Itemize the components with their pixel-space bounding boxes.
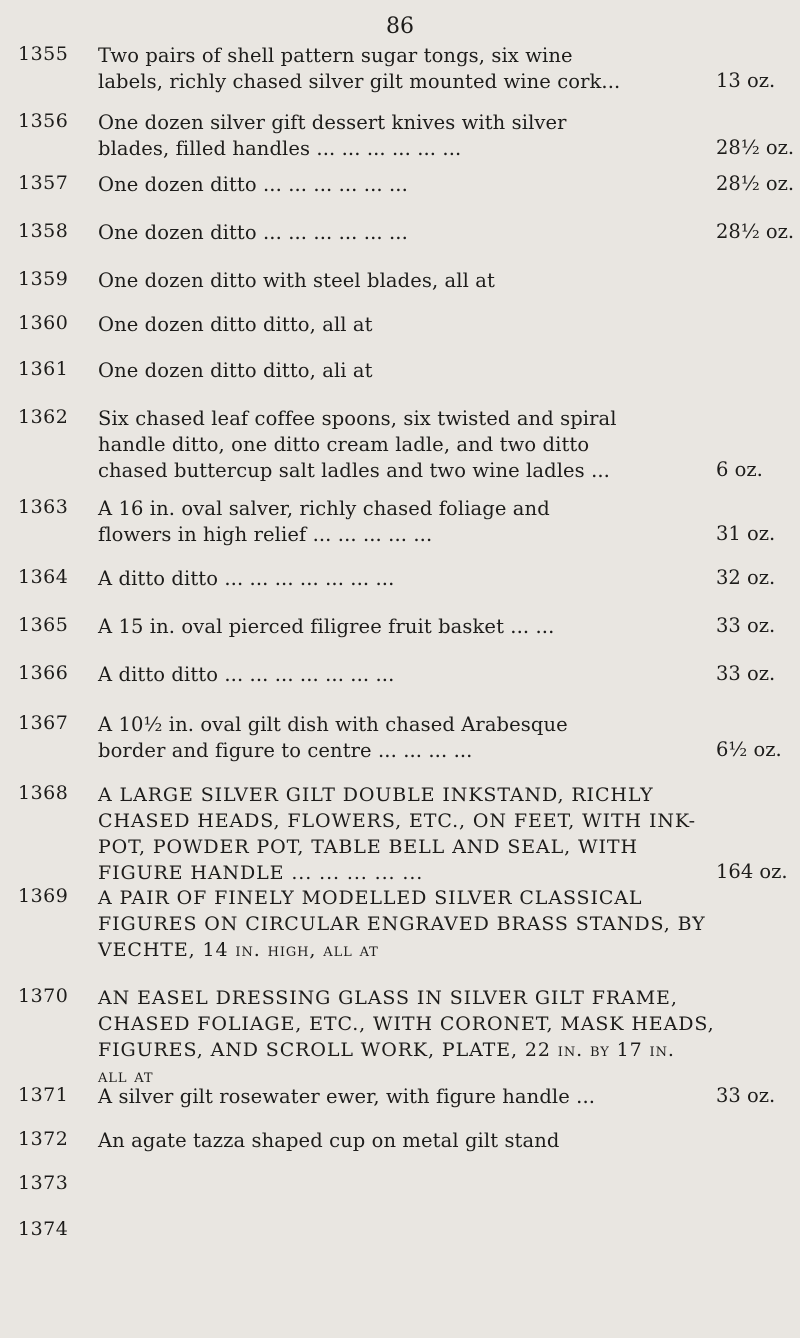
description-line: border and figure to centre ... ... ... ... (98, 739, 473, 762)
lot-weight: 33 oz. (716, 662, 776, 685)
lot-number: 1365 (18, 614, 69, 636)
lot-weight: 32 oz. (716, 566, 776, 589)
lot-description (98, 312, 698, 338)
lot-weight: 6½ oz. (716, 738, 782, 761)
lot-description (98, 614, 698, 640)
lot-description (98, 406, 698, 484)
lot-weight: 28½ oz. (716, 172, 795, 195)
lot-description (98, 1084, 698, 1110)
lot-description (98, 220, 698, 246)
lot-weight: 6 oz. (716, 458, 763, 481)
page-number: 86 (386, 14, 414, 39)
description-line: A 15 in. oval pierced filigree fruit basket ... ... (98, 615, 555, 638)
lot-weight: 28½ oz. (716, 136, 795, 159)
description-line: Two pairs of shell pattern sugar tongs, six wine (98, 44, 573, 67)
description-line: all at (98, 1065, 154, 1087)
lot-number: 1363 (18, 496, 69, 518)
lot-number: 1373 (18, 1172, 69, 1194)
description-line: labels, richly chased silver gilt mounted wine cork... (98, 70, 621, 93)
description-line: One dozen ditto ditto, ali at (98, 359, 373, 382)
lot-number: 1368 (18, 782, 69, 804)
lot-number: 1355 (18, 43, 69, 65)
description-line: FIGURE HANDLE ... ... ... ... ... (98, 862, 424, 884)
lot-number: 1369 (18, 885, 69, 907)
description-line: A PAIR OF FINELY MODELLED SILVER CLASSICAL (98, 887, 643, 909)
lot-description (98, 43, 698, 95)
lot-description (98, 496, 698, 548)
lot-description (98, 782, 698, 886)
description-line: One dozen ditto with steel blades, all at (98, 269, 495, 292)
lot-weight: 28½ oz. (716, 220, 795, 243)
lot-description (98, 662, 698, 688)
lot-weight: 33 oz. (716, 1084, 776, 1107)
lot-number: 1361 (18, 358, 69, 380)
lot-number: 1359 (18, 268, 69, 290)
lot-description (98, 566, 698, 592)
lot-weight: 164 oz. (716, 860, 788, 883)
lot-description (98, 268, 698, 294)
description-line: One dozen ditto ditto, all at (98, 313, 373, 336)
description-line: chased buttercup salt ladles and two wine ladles ... (98, 459, 610, 482)
lot-description (98, 172, 698, 198)
lot-number: 1364 (18, 566, 69, 588)
description-line: A 10½ in. oval gilt dish with chased Arabesque (98, 713, 568, 736)
description-line: AN EASEL DRESSING GLASS IN SILVER GILT FRAME, (98, 987, 678, 1009)
lot-description (98, 1128, 698, 1154)
lot-number: 1372 (18, 1128, 69, 1150)
description-line: flowers in high relief ... ... ... ... ... (98, 523, 433, 546)
description-line: An agate tazza shaped cup on metal gilt stand (98, 1129, 560, 1152)
lot-number: 1371 (18, 1084, 69, 1106)
lot-description (98, 358, 698, 384)
lot-number: 1356 (18, 110, 69, 132)
description-line: handle ditto, one ditto cream ladle, and two ditto (98, 433, 590, 456)
description-line: A silver gilt rosewater ewer, with figure handle ... (98, 1085, 596, 1108)
description-line: blades, filled handles ... ... ... ... ... ... (98, 137, 462, 160)
description-line: CHASED HEADS, FLOWERS, ETC., ON FEET, WITH INK- (98, 810, 696, 832)
lot-number: 1370 (18, 985, 69, 1007)
description-line: CHASED FOLIAGE, ETC., WITH CORONET, MASK HEADS, (98, 1013, 715, 1035)
description-line: A ditto ditto ... ... ... ... ... ... ... (98, 663, 395, 686)
lot-number: 1374 (18, 1218, 69, 1240)
description-line: One dozen ditto ... ... ... ... ... ... (98, 173, 408, 196)
lot-number: 1362 (18, 406, 69, 428)
description-line: POT, POWDER POT, TABLE BELL AND SEAL, WITH (98, 836, 638, 858)
description-line: FIGURES ON CIRCULAR ENGRAVED BRASS STANDS, BY (98, 913, 706, 935)
lot-weight: 31 oz. (716, 522, 776, 545)
description-line: One dozen ditto ... ... ... ... ... ... (98, 221, 408, 244)
lot-number: 1367 (18, 712, 69, 734)
lot-description (98, 712, 698, 764)
description-line: FIGURES, AND SCROLL WORK, PLATE, 22 in. by 17 in. (98, 1039, 675, 1061)
lot-description (98, 985, 715, 1089)
lot-weight: 33 oz. (716, 614, 776, 637)
description-line: VECHTE, 14 in. high, all at (98, 939, 379, 961)
lot-number: 1358 (18, 220, 69, 242)
lot-weight: 13 oz. (716, 69, 776, 92)
lot-number: 1366 (18, 662, 69, 684)
lot-description (98, 885, 706, 963)
lot-description (98, 110, 698, 162)
description-line: One dozen silver gift dessert knives with silver (98, 111, 567, 134)
description-line: Six chased leaf coffee spoons, six twisted and spiral (98, 407, 617, 430)
description-line: A LARGE SILVER GILT DOUBLE INKSTAND, RICHLY (98, 784, 654, 806)
lot-number: 1360 (18, 312, 69, 334)
lot-number: 1357 (18, 172, 69, 194)
description-line: A 16 in. oval salver, richly chased foliage and (98, 497, 550, 520)
description-line: A ditto ditto ... ... ... ... ... ... ... (98, 567, 395, 590)
